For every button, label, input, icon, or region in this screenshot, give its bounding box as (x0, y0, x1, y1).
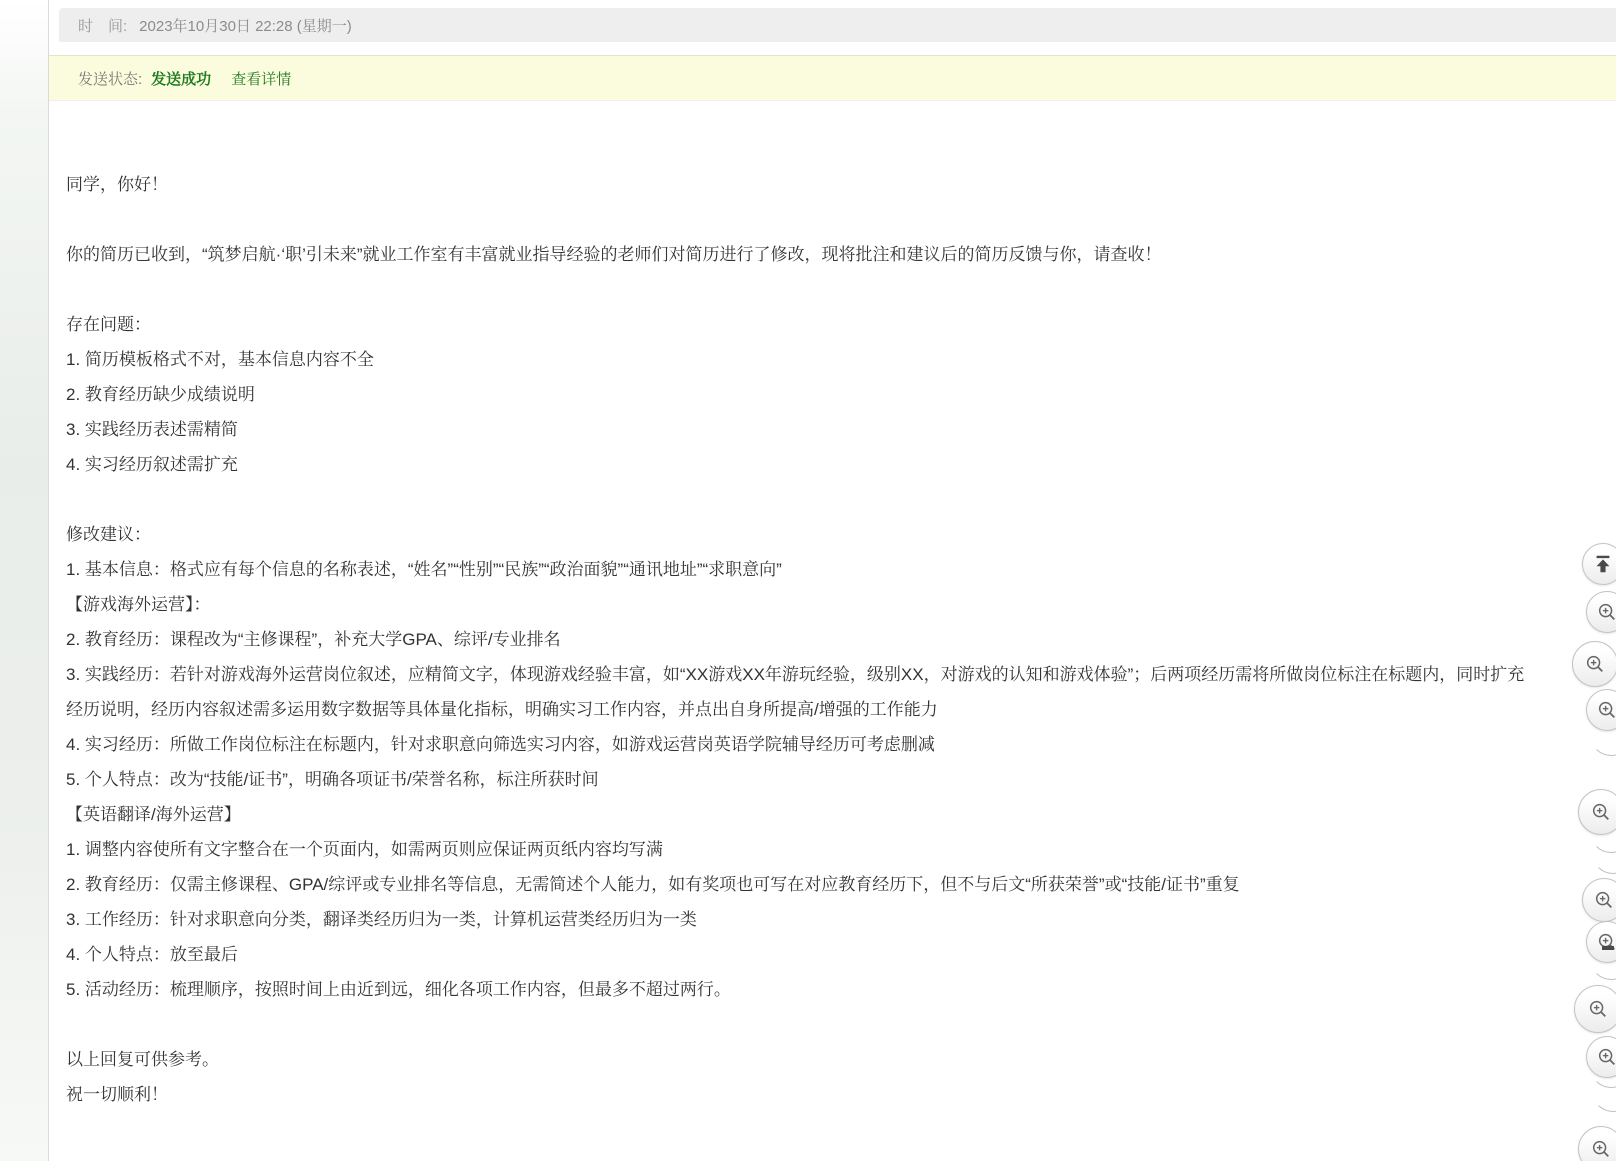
body-line: 3. 实践经历：若针对游戏海外运营岗位叙述，应精简文字，体现游戏经验丰富，如“XX游戏XX年游玩经验，级别XX，对游戏的认知和游戏体验”；后两项经历需将所做岗位标注在标题内，同时扩充经历说明，经历内容叙述需多运用数字数据等具体量化指标，明确实习工作内容，并点出自身所提高/增强的工作能力 (66, 665, 1525, 719)
body-line: 3. 实践经历表述需精简 (66, 420, 238, 439)
body-line: 4. 实习经历：所做工作岗位标注在标题内，针对求职意向筛选实习内容，如游戏运营岗英语学院辅导经历可考虑删减 (66, 735, 935, 754)
body-line: 1. 调整内容使所有文字整合在一个页面内，如需两页则应保证两页纸内容均写满 (66, 840, 663, 859)
body-line: 祝一切顺利！ (66, 1085, 168, 1104)
send-status-label: 发送状态: (78, 70, 143, 88)
send-status-bar (49, 55, 1616, 101)
mail-content-panel (49, 0, 1616, 1161)
zoom-in-button[interactable] (1572, 641, 1616, 687)
zoom-in-button[interactable] (1574, 985, 1616, 1033)
body-line: 【游戏海外运营】： (66, 595, 211, 614)
body-line: 2. 教育经历：仅需主修课程、GPA/综评或专业排名等信息，无需简述个人能力，如有奖项也可写在对应教育经历下，但不与后文“所获荣誉”或“技能/证书”重复 (66, 875, 1240, 894)
left-margin-strip (0, 0, 49, 1161)
body-line-blank (66, 202, 1532, 237)
send-status-value: 发送成功 (151, 70, 212, 88)
back-to-top-button[interactable] (1582, 543, 1616, 585)
body-line: 【英语翻译/海外运营】 (66, 805, 241, 824)
body-line: 4. 实习经历叙述需扩充 (66, 455, 238, 474)
time-label: 时 间: (78, 17, 128, 35)
body-line-blank (66, 482, 1532, 517)
body-line: 2. 教育经历：课程改为“主修课程”，补充大学GPA、综评/专业排名 (66, 630, 561, 649)
view-details-link[interactable]: 查看详情 (231, 70, 292, 88)
minus-icon (1602, 946, 1614, 950)
body-line: 你的简历已收到，“筑梦启航·‘职’引未来”就业工作室有丰富就业指导经验的老师们对简历进行了修改，现将批注和建议后的简历反馈与你，请查收！ (66, 245, 1162, 264)
back-to-top-icon (1592, 553, 1614, 575)
body-line: 5. 活动经历：梳理顺序，按照时间上由近到远，细化各项工作内容，但最多不超过两行。 (66, 980, 731, 999)
zoom-in-icon (1593, 889, 1615, 911)
time-value: 2023年10月30日 22:28 (星期一) (139, 17, 352, 35)
body-line: 修改建议： (66, 525, 151, 544)
body-line: 同学，你好！ (66, 175, 168, 194)
body-line: 1. 基本信息：格式应有每个信息的名称表述，“姓名”“性别”“民族”“政治面貌”“通讯地址”“求职意向” (66, 560, 782, 579)
body-line-blank (66, 1007, 1532, 1042)
mail-body (49, 101, 1616, 1112)
zoom-in-icon (1587, 998, 1609, 1020)
body-line: 2. 教育经历缺少成绩说明 (66, 385, 255, 404)
time-bar (59, 8, 1616, 42)
body-line: 1. 简历模板格式不对，基本信息内容不全 (66, 350, 374, 369)
body-line: 以上回复可供参考。 (66, 1050, 219, 1069)
zoom-in-icon (1596, 601, 1616, 623)
body-line: 5. 个人特点：改为“技能/证书”，明确各项证书/荣誉名称，标注所获时间 (66, 770, 599, 789)
body-line-blank (66, 272, 1532, 307)
body-line: 3. 工作经历：针对求职意向分类，翻译类经历归为一类，计算机运营类经历归为一类 (66, 910, 697, 929)
body-line: 存在问题： (66, 315, 151, 334)
body-line: 4. 个人特点：放至最后 (66, 945, 238, 964)
zoom-in-icon (1590, 1138, 1612, 1160)
zoom-in-icon (1584, 653, 1606, 675)
